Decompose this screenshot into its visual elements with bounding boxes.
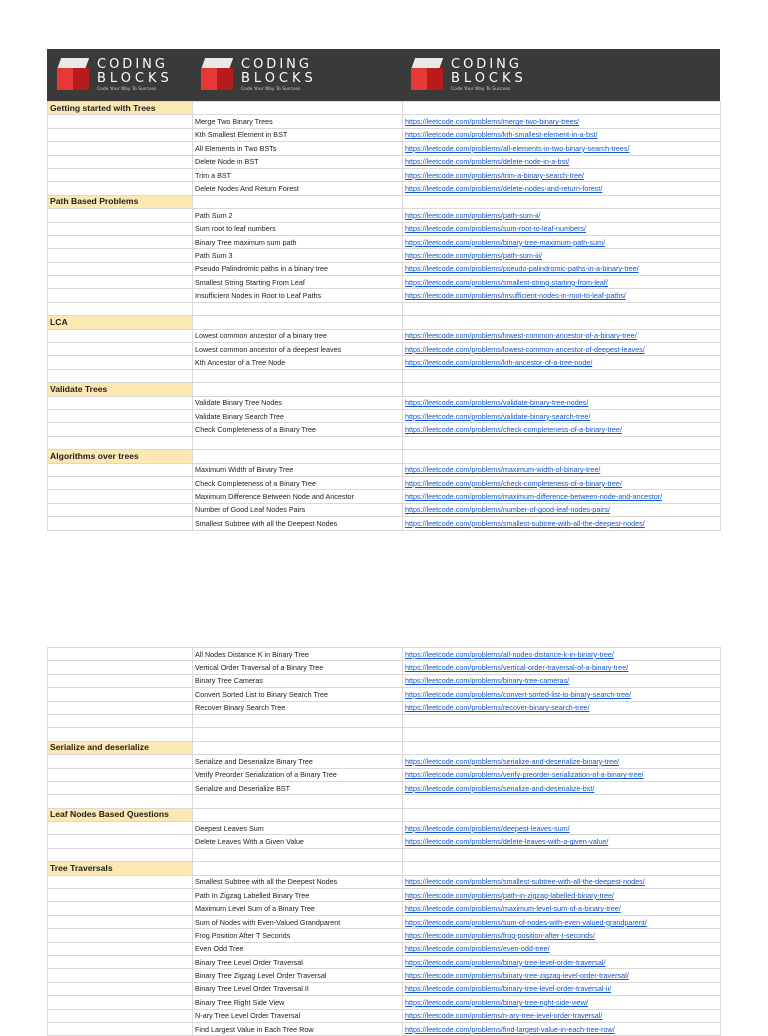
table-row	[48, 741, 721, 754]
problem-name-cell	[193, 383, 403, 396]
table-row	[48, 996, 721, 1009]
category-cell: Leaf Nodes Based Questions	[48, 808, 193, 821]
logo-word-2: BLOCKS	[97, 71, 173, 86]
table-row	[48, 661, 721, 674]
problem-name-cell	[193, 795, 403, 808]
problem-name-cell: Delete Nodes And Return Forest	[193, 182, 403, 195]
table-row	[48, 222, 721, 235]
category-cell: Tree Traversals	[48, 862, 193, 875]
table-row	[48, 835, 721, 848]
logo-tagline: Code Your Way To Success	[97, 87, 157, 92]
problem-name-cell: Binary Tree maximum sum path	[193, 235, 403, 248]
problem-name-cell	[193, 436, 403, 449]
problem-link[interactable]: https://leetcode.com/problems/n-ary-tree-level-order-traversal/	[403, 1009, 721, 1022]
problem-name-cell: Convert Sorted List to Binary Search Tree	[193, 688, 403, 701]
problem-link[interactable]: https://leetcode.com/problems/check-completeness-of-a-binary-tree/	[403, 476, 721, 489]
table-row	[48, 942, 721, 955]
table-row	[48, 701, 721, 714]
empty-cell	[48, 781, 193, 794]
empty-cell	[48, 848, 193, 861]
table-row	[48, 128, 721, 141]
empty-cell	[48, 701, 193, 714]
problem-name-cell: Serialize and Deserialize BST	[193, 781, 403, 794]
empty-cell	[48, 929, 193, 942]
empty-cell	[403, 862, 721, 875]
category-cell: Algorithms over trees	[48, 450, 193, 463]
empty-cell	[48, 369, 193, 382]
problem-name-cell: Find Largest Value in Each Tree Row	[193, 1022, 403, 1035]
empty-cell	[48, 982, 193, 995]
table-row	[48, 982, 721, 995]
table-row	[48, 902, 721, 915]
empty-cell	[48, 755, 193, 768]
table-row	[48, 781, 721, 794]
table-row	[48, 102, 721, 115]
table-row	[48, 889, 721, 902]
problem-name-cell: Path Sum 2	[193, 209, 403, 222]
problem-link[interactable]: https://leetcode.com/problems/merge-two-binary-trees/	[403, 115, 721, 128]
problem-name-cell: Maximum Level Sum of a Binary Tree	[193, 902, 403, 915]
table-row	[48, 714, 721, 727]
empty-cell	[48, 889, 193, 902]
problem-name-cell: Validate Binary Search Tree	[193, 409, 403, 422]
problem-link[interactable]: https://leetcode.com/problems/delete-leaves-with-a-given-value/	[403, 835, 721, 848]
problem-name-cell	[193, 195, 403, 208]
logo-tagline: Code Your Way To Success	[451, 87, 511, 92]
empty-cell	[48, 356, 193, 369]
problem-link[interactable]: https://leetcode.com/problems/validate-binary-search-tree/	[403, 409, 721, 422]
table-row	[48, 1022, 721, 1035]
empty-cell	[403, 369, 721, 382]
empty-cell	[403, 316, 721, 329]
header-banner	[47, 49, 720, 101]
table-row	[48, 862, 721, 875]
problem-name-cell: Delete Node in BST	[193, 155, 403, 168]
problem-name-cell: Deepest Leaves Sum	[193, 822, 403, 835]
problem-name-cell: All Elements in Two BSTs	[193, 142, 403, 155]
problem-name-cell: Binary Tree Zigzag Level Order Traversal	[193, 969, 403, 982]
problem-name-cell: Trim a BST	[193, 168, 403, 181]
empty-cell	[403, 450, 721, 463]
problem-name-cell	[193, 369, 403, 382]
empty-cell	[403, 728, 721, 741]
problem-link[interactable]: https://leetcode.com/problems/deepest-leaves-sum/	[403, 822, 721, 835]
empty-cell	[403, 848, 721, 861]
table-row	[48, 249, 721, 262]
problem-name-cell: Verify Preorder Serialization of a Binary Tree	[193, 768, 403, 781]
empty-cell	[48, 289, 193, 302]
empty-cell	[48, 969, 193, 982]
problem-name-cell: N-ary Tree Level Order Traversal	[193, 1009, 403, 1022]
empty-cell	[48, 262, 193, 275]
empty-cell	[48, 409, 193, 422]
empty-cell	[48, 423, 193, 436]
problem-name-cell	[193, 102, 403, 115]
table-row	[48, 915, 721, 928]
problem-name-cell: Lowest common ancestor of a binary tree	[193, 329, 403, 342]
coding-blocks-logo	[409, 55, 527, 95]
problem-name-cell: Binary Tree Level Order Traversal II	[193, 982, 403, 995]
empty-cell	[48, 490, 193, 503]
problem-link[interactable]: https://leetcode.com/problems/lowest-common-ancestor-of-deepest-leaves/	[403, 343, 721, 356]
problem-name-cell: Binary Tree Cameras	[193, 674, 403, 687]
problem-link[interactable]: https://leetcode.com/problems/kth-smallest-element-in-a-bst/	[403, 128, 721, 141]
problem-name-cell: Merge Two Binary Trees	[193, 115, 403, 128]
problem-link[interactable]: https://leetcode.com/problems/binary-tree-maximum-path-sum/	[403, 235, 721, 248]
empty-cell	[403, 436, 721, 449]
logo-word-1: CODING	[451, 57, 522, 72]
problem-name-cell: Validate Binary Tree Nodes	[193, 396, 403, 409]
empty-cell	[48, 249, 193, 262]
problem-link[interactable]: https://leetcode.com/problems/find-largest-value-in-each-tree-row/	[403, 1022, 721, 1035]
table-row	[48, 302, 721, 315]
problem-name-cell: Vertical Order Traversal of a Binary Tree	[193, 661, 403, 674]
problem-name-cell: Sum root to leaf numbers	[193, 222, 403, 235]
table-row	[48, 195, 721, 208]
empty-cell	[48, 996, 193, 1009]
empty-cell	[48, 396, 193, 409]
problem-link[interactable]: https://leetcode.com/problems/delete-nodes-and-return-forest/	[403, 182, 721, 195]
empty-cell	[48, 276, 193, 289]
problem-link[interactable]: https://leetcode.com/problems/lowest-common-ancestor-of-a-binary-tree/	[403, 329, 721, 342]
problem-link[interactable]: https://leetcode.com/problems/convert-sorted-list-to-binary-search-tree/	[403, 688, 721, 701]
empty-cell	[48, 209, 193, 222]
sheet-section-2	[47, 647, 720, 1036]
table-row	[48, 289, 721, 302]
problem-name-cell: Serialize and Deserialize Binary Tree	[193, 755, 403, 768]
problem-name-cell: Smallest String Starting From Leaf	[193, 276, 403, 289]
empty-cell	[48, 728, 193, 741]
problem-link[interactable]: https://leetcode.com/problems/check-completeness-of-a-binary-tree/	[403, 423, 721, 436]
problem-name-cell: Smallest Subtree with all the Deepest Nodes	[193, 875, 403, 888]
problem-link[interactable]: https://leetcode.com/problems/sum-of-nodes-with-even-valued-grandparent/	[403, 915, 721, 928]
problem-link[interactable]: https://leetcode.com/problems/binary-tree-right-side-view/	[403, 996, 721, 1009]
problem-link[interactable]: https://leetcode.com/problems/serialize-and-deserialize-binary-tree/	[403, 755, 721, 768]
coding-blocks-logo	[199, 55, 317, 95]
table-row	[48, 409, 721, 422]
problem-link[interactable]: https://leetcode.com/problems/path-in-zigzag-labelled-binary-tree/	[403, 889, 721, 902]
empty-cell	[48, 795, 193, 808]
problem-name-cell: Path In Zigzag Labelled Binary Tree	[193, 889, 403, 902]
empty-cell	[48, 222, 193, 235]
table-row	[48, 955, 721, 968]
problem-name-cell: Sum of Nodes with Even-Valued Grandparent	[193, 915, 403, 928]
problem-name-cell	[193, 714, 403, 727]
problem-link[interactable]: https://leetcode.com/problems/smallest-string-starting-from-leaf/	[403, 276, 721, 289]
table-row	[48, 182, 721, 195]
category-cell: Path Based Problems	[48, 195, 193, 208]
problem-link[interactable]: https://leetcode.com/problems/binary-tree-level-order-traversal-ii/	[403, 982, 721, 995]
table-row	[48, 755, 721, 768]
problem-link[interactable]: https://leetcode.com/problems/sum-root-to-leaf-numbers/	[403, 222, 721, 235]
problem-link[interactable]: https://leetcode.com/problems/frog-position-after-t-seconds/	[403, 929, 721, 942]
table-row	[48, 396, 721, 409]
table-row	[48, 142, 721, 155]
problem-name-cell	[193, 728, 403, 741]
problem-name-cell: Recover Binary Search Tree	[193, 701, 403, 714]
table-row	[48, 476, 721, 489]
table-row	[48, 808, 721, 821]
table-row	[48, 316, 721, 329]
empty-cell	[48, 822, 193, 835]
empty-cell	[403, 741, 721, 754]
table-row	[48, 168, 721, 181]
problem-name-cell	[193, 862, 403, 875]
empty-cell	[48, 688, 193, 701]
coding-blocks-logo	[55, 55, 173, 95]
problem-link[interactable]: https://leetcode.com/problems/smallest-subtree-with-all-the-deepest-nodes/	[403, 875, 721, 888]
empty-cell	[48, 115, 193, 128]
table-row	[48, 423, 721, 436]
table-row	[48, 356, 721, 369]
problem-name-cell: Insufficient Nodes in Root to Leaf Paths	[193, 289, 403, 302]
table-row	[48, 463, 721, 476]
problem-link[interactable]: https://leetcode.com/problems/binary-tree-zigzag-level-order-traversal/	[403, 969, 721, 982]
problem-name-cell: All Nodes Distance K in Binary Tree	[193, 648, 403, 661]
table-row	[48, 822, 721, 835]
category-cell: Validate Trees	[48, 383, 193, 396]
table-row	[48, 875, 721, 888]
problem-link[interactable]: https://leetcode.com/problems/binary-tree-cameras/	[403, 674, 721, 687]
problem-link[interactable]: https://leetcode.com/problems/maximum-difference-between-node-and-ancestor/	[403, 490, 721, 503]
problem-link[interactable]: https://leetcode.com/problems/all-nodes-distance-k-in-binary-tree/	[403, 648, 721, 661]
problem-name-cell: Delete Leaves With a Given Value	[193, 835, 403, 848]
problem-link[interactable]: https://leetcode.com/problems/maximum-width-of-binary-tree/	[403, 463, 721, 476]
empty-cell	[48, 436, 193, 449]
empty-cell	[48, 1009, 193, 1022]
problem-link[interactable]: https://leetcode.com/problems/pseudo-palindromic-paths-in-a-binary-tree/	[403, 262, 721, 275]
problem-link[interactable]: https://leetcode.com/problems/verify-preorder-serialization-of-a-binary-tree/	[403, 768, 721, 781]
problem-name-cell: Path Sum 3	[193, 249, 403, 262]
problem-name-cell: Smallest Subtree with all the Deepest Nodes	[193, 517, 403, 530]
table-row	[48, 262, 721, 275]
empty-cell	[48, 875, 193, 888]
empty-cell	[48, 714, 193, 727]
table-row	[48, 369, 721, 382]
cube-logo-icon	[199, 58, 235, 92]
empty-cell	[403, 795, 721, 808]
problem-name-cell: Lowest common ancestor of a deepest leaves	[193, 343, 403, 356]
problem-name-cell: Binary Tree Level Order Traversal	[193, 955, 403, 968]
problem-name-cell: Check Completeness of a Binary Tree	[193, 476, 403, 489]
empty-cell	[48, 343, 193, 356]
table-row	[48, 517, 721, 530]
table-row	[48, 674, 721, 687]
logo-word-2: BLOCKS	[451, 71, 527, 86]
problem-table	[47, 101, 721, 531]
empty-cell	[48, 142, 193, 155]
empty-cell	[48, 661, 193, 674]
empty-cell	[48, 835, 193, 848]
empty-cell	[403, 383, 721, 396]
empty-cell	[48, 915, 193, 928]
empty-cell	[48, 476, 193, 489]
empty-cell	[403, 102, 721, 115]
empty-cell	[48, 329, 193, 342]
problem-link[interactable]: https://leetcode.com/problems/even-odd-tree/	[403, 942, 721, 955]
problem-link[interactable]: https://leetcode.com/problems/path-sum-ii/	[403, 209, 721, 222]
problem-link[interactable]: https://leetcode.com/problems/recover-binary-search-tree/	[403, 701, 721, 714]
problem-name-cell	[193, 450, 403, 463]
empty-cell	[48, 942, 193, 955]
empty-cell	[48, 902, 193, 915]
table-row	[48, 115, 721, 128]
problem-link[interactable]: https://leetcode.com/problems/maximum-level-sum-of-a-binary-tree/	[403, 902, 721, 915]
table-row	[48, 490, 721, 503]
table-row	[48, 329, 721, 342]
empty-cell	[48, 503, 193, 516]
problem-name-cell: Maximum Difference Between Node and Ancestor	[193, 490, 403, 503]
problem-name-cell: Kth Ancestor of a Tree Node	[193, 356, 403, 369]
sheet-section-1	[47, 101, 720, 531]
table-row	[48, 688, 721, 701]
logo-tagline: Code Your Way To Success	[241, 87, 301, 92]
empty-cell	[48, 155, 193, 168]
empty-cell	[48, 674, 193, 687]
logo-word-1: CODING	[97, 57, 168, 72]
problem-link[interactable]: https://leetcode.com/problems/number-of-good-leaf-nodes-pairs/	[403, 503, 721, 516]
empty-cell	[48, 302, 193, 315]
problem-name-cell: Pseudo Palindromic paths in a binary tree	[193, 262, 403, 275]
table-row	[48, 450, 721, 463]
problem-name-cell: Binary Tree Right Side View	[193, 996, 403, 1009]
problem-name-cell	[193, 848, 403, 861]
empty-cell	[403, 302, 721, 315]
empty-cell	[48, 235, 193, 248]
cube-logo-icon	[55, 58, 91, 92]
empty-cell	[48, 768, 193, 781]
category-cell: Getting started with Trees	[48, 102, 193, 115]
problem-link[interactable]: https://leetcode.com/problems/validate-binary-tree-nodes/	[403, 396, 721, 409]
table-row	[48, 1009, 721, 1022]
category-cell: Serialize and deserialize	[48, 741, 193, 754]
table-row	[48, 436, 721, 449]
problem-name-cell: Number of Good Leaf Nodes Pairs	[193, 503, 403, 516]
category-cell: LCA	[48, 316, 193, 329]
empty-cell	[48, 128, 193, 141]
problem-name-cell	[193, 302, 403, 315]
empty-cell	[403, 714, 721, 727]
problem-name-cell: Kth Smallest Element in BST	[193, 128, 403, 141]
problem-link[interactable]: https://leetcode.com/problems/path-sum-iii/	[403, 249, 721, 262]
problem-name-cell: Check Completeness of a Binary Tree	[193, 423, 403, 436]
problem-link[interactable]: https://leetcode.com/problems/kth-ancestor-of-a-tree-node/	[403, 356, 721, 369]
empty-cell	[48, 182, 193, 195]
empty-cell	[48, 168, 193, 181]
table-row	[48, 648, 721, 661]
logo-word-2: BLOCKS	[241, 71, 317, 86]
problem-link[interactable]: https://leetcode.com/problems/all-elements-in-two-binary-search-trees/	[403, 142, 721, 155]
empty-cell	[48, 463, 193, 476]
empty-cell	[48, 517, 193, 530]
problem-link[interactable]: https://leetcode.com/problems/serialize-and-deserialize-bst/	[403, 781, 721, 794]
table-row	[48, 383, 721, 396]
table-row	[48, 768, 721, 781]
cube-logo-icon	[409, 58, 445, 92]
table-row	[48, 343, 721, 356]
table-row	[48, 235, 721, 248]
problem-link[interactable]: https://leetcode.com/problems/delete-node-in-a-bst/	[403, 155, 721, 168]
table-row	[48, 848, 721, 861]
problem-name-cell: Maximum Width of Binary Tree	[193, 463, 403, 476]
problem-link[interactable]: https://leetcode.com/problems/smallest-subtree-with-all-the-deepest-nodes/	[403, 517, 721, 530]
table-row	[48, 503, 721, 516]
empty-cell	[48, 1022, 193, 1035]
problem-name-cell	[193, 316, 403, 329]
problem-link[interactable]: https://leetcode.com/problems/binary-tree-level-order-traversal/	[403, 955, 721, 968]
empty-cell	[48, 648, 193, 661]
problem-name-cell	[193, 808, 403, 821]
table-row	[48, 209, 721, 222]
problem-name-cell: Frog Position After T Seconds	[193, 929, 403, 942]
empty-cell	[403, 808, 721, 821]
problem-link[interactable]: https://leetcode.com/problems/vertical-order-traversal-of-a-binary-tree/	[403, 661, 721, 674]
problem-table	[47, 647, 721, 1036]
table-row	[48, 155, 721, 168]
table-row	[48, 728, 721, 741]
logo-word-1: CODING	[241, 57, 312, 72]
problem-link[interactable]: https://leetcode.com/problems/trim-a-binary-search-tree/	[403, 168, 721, 181]
table-row	[48, 795, 721, 808]
problem-link[interactable]: https://leetcode.com/problems/insufficient-nodes-in-root-to-leaf-paths/	[403, 289, 721, 302]
table-row	[48, 276, 721, 289]
table-row	[48, 969, 721, 982]
problem-name-cell	[193, 741, 403, 754]
problem-name-cell: Even Odd Tree	[193, 942, 403, 955]
empty-cell	[48, 955, 193, 968]
empty-cell	[403, 195, 721, 208]
table-row	[48, 929, 721, 942]
